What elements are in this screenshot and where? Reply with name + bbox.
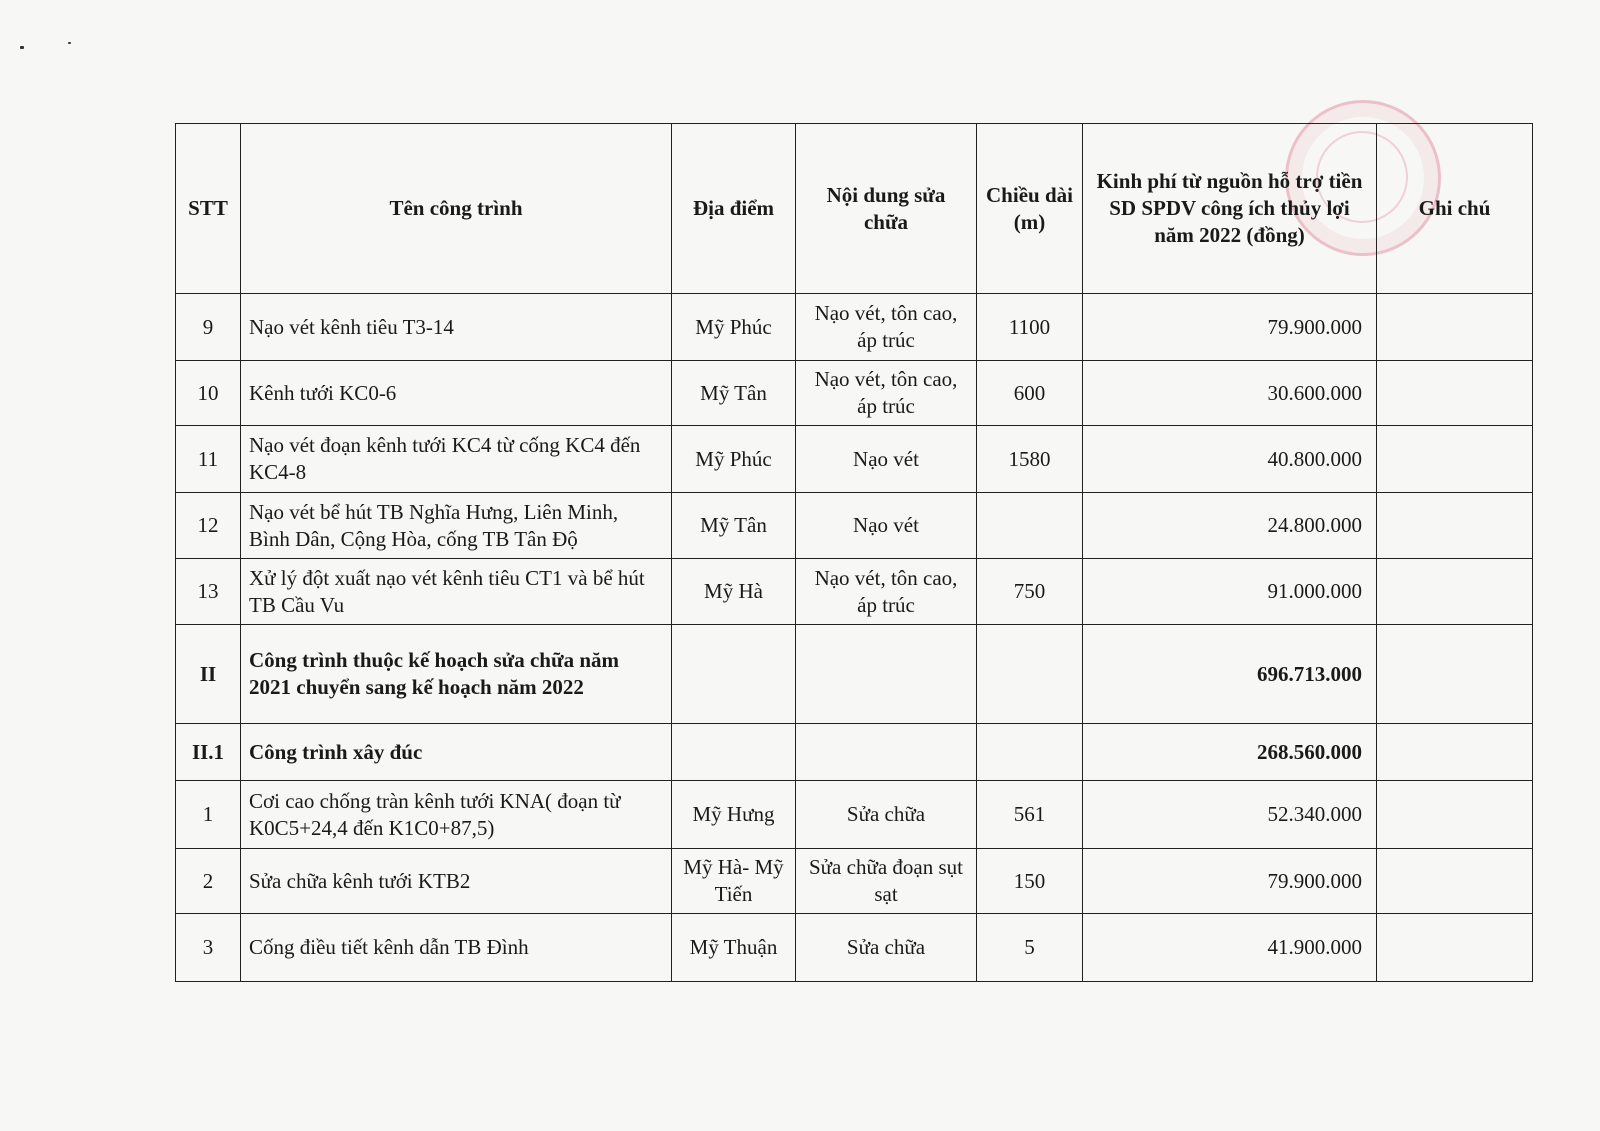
table-row [176, 294, 1533, 361]
table-row [176, 625, 1533, 724]
cell-note [1377, 914, 1533, 982]
header-length: Chiều dài (m) [977, 124, 1083, 294]
cell-funding: 40.800.000 [1083, 426, 1377, 493]
cell-name: Công trình xây đúc [241, 724, 672, 781]
cell-content: Nạo vét [796, 426, 977, 493]
cell-funding: 91.000.000 [1083, 559, 1377, 625]
cell-name: Nạo vét bể hút TB Nghĩa Hưng, Liên Minh, Bình Dân, Cộng Hòa, cống TB Tân Độ [241, 493, 672, 559]
table-header-row [176, 124, 1533, 294]
cell-stt: 1 [176, 781, 241, 849]
cell-stt: 11 [176, 426, 241, 493]
header-content: Nội dung sửa chữa [796, 124, 977, 294]
cell-stt: 13 [176, 559, 241, 625]
table-row [176, 559, 1533, 625]
cell-note [1377, 361, 1533, 426]
cell-funding: 52.340.000 [1083, 781, 1377, 849]
cell-content [796, 724, 977, 781]
cell-location [672, 724, 796, 781]
cell-stt: 9 [176, 294, 241, 361]
cell-funding: 41.900.000 [1083, 914, 1377, 982]
cell-note [1377, 493, 1533, 559]
cell-content: Sửa chữa [796, 914, 977, 982]
cell-note [1377, 294, 1533, 361]
cell-content [796, 625, 977, 724]
scan-speck [20, 46, 24, 49]
cell-funding: 268.560.000 [1083, 724, 1377, 781]
cell-location: Mỹ Thuận [672, 914, 796, 982]
cell-length: 600 [977, 361, 1083, 426]
cell-content: Sửa chữa đoạn sụt sạt [796, 849, 977, 914]
cell-name: Công trình thuộc kế hoạch sửa chữa năm 2021 chuyển sang kế hoạch năm 2022 [241, 625, 672, 724]
cell-length [977, 493, 1083, 559]
cell-stt: II.1 [176, 724, 241, 781]
table-row [176, 361, 1533, 426]
cell-content: Sửa chữa [796, 781, 977, 849]
header-location: Địa điểm [672, 124, 796, 294]
cell-length: 150 [977, 849, 1083, 914]
cell-length: 1580 [977, 426, 1083, 493]
cell-location: Mỹ Hưng [672, 781, 796, 849]
cell-name: Nạo vét đoạn kênh tưới KC4 từ cống KC4 đến KC4-8 [241, 426, 672, 493]
table-body [176, 294, 1533, 982]
cell-funding: 696.713.000 [1083, 625, 1377, 724]
cell-stt: 12 [176, 493, 241, 559]
cell-location: Mỹ Phúc [672, 426, 796, 493]
table-row [176, 914, 1533, 982]
cell-funding: 79.900.000 [1083, 849, 1377, 914]
cell-name: Cơi cao chống tràn kênh tưới KNA( đoạn từ K0C5+24,4 đến K1C0+87,5) [241, 781, 672, 849]
cell-note [1377, 849, 1533, 914]
cell-note [1377, 781, 1533, 849]
cell-location: Mỹ Hà [672, 559, 796, 625]
cell-note [1377, 724, 1533, 781]
cell-name: Cống điều tiết kênh dẫn TB Đình [241, 914, 672, 982]
cell-note [1377, 559, 1533, 625]
cell-stt: 10 [176, 361, 241, 426]
cell-content: Nạo vét [796, 493, 977, 559]
cell-length: 1100 [977, 294, 1083, 361]
cell-name: Sửa chữa kênh tưới KTB2 [241, 849, 672, 914]
repair-works-table [175, 123, 1533, 982]
cell-location: Mỹ Phúc [672, 294, 796, 361]
cell-stt: 2 [176, 849, 241, 914]
cell-name: Xử lý đột xuất nạo vét kênh tiêu CT1 và bể hút TB Cầu Vu [241, 559, 672, 625]
cell-funding: 30.600.000 [1083, 361, 1377, 426]
cell-name: Nạo vét kênh tiêu T3-14 [241, 294, 672, 361]
table-row [176, 781, 1533, 849]
cell-location: Mỹ Hà- Mỹ Tiến [672, 849, 796, 914]
header-note: Ghi chú [1377, 124, 1533, 294]
cell-stt: 3 [176, 914, 241, 982]
cell-funding: 79.900.000 [1083, 294, 1377, 361]
header-funding: Kinh phí từ nguồn hỗ trợ tiền SD SPDV công ích thủy lợi năm 2022 (đồng) [1083, 124, 1377, 294]
table-row [176, 849, 1533, 914]
cell-stt: II [176, 625, 241, 724]
header-name: Tên công trình [241, 124, 672, 294]
cell-length [977, 625, 1083, 724]
cell-note [1377, 625, 1533, 724]
scan-speck [68, 42, 71, 44]
cell-length: 5 [977, 914, 1083, 982]
cell-location: Mỹ Tân [672, 361, 796, 426]
cell-length: 750 [977, 559, 1083, 625]
cell-funding: 24.800.000 [1083, 493, 1377, 559]
cell-content: Nạo vét, tôn cao, áp trúc [796, 559, 977, 625]
header-stt: STT [176, 124, 241, 294]
cell-content: Nạo vét, tôn cao, áp trúc [796, 361, 977, 426]
table-row [176, 724, 1533, 781]
table-row [176, 493, 1533, 559]
cell-location [672, 625, 796, 724]
cell-length [977, 724, 1083, 781]
cell-length: 561 [977, 781, 1083, 849]
cell-name: Kênh tưới KC0-6 [241, 361, 672, 426]
table-row [176, 426, 1533, 493]
cell-content: Nạo vét, tôn cao, áp trúc [796, 294, 977, 361]
cell-note [1377, 426, 1533, 493]
cell-location: Mỹ Tân [672, 493, 796, 559]
